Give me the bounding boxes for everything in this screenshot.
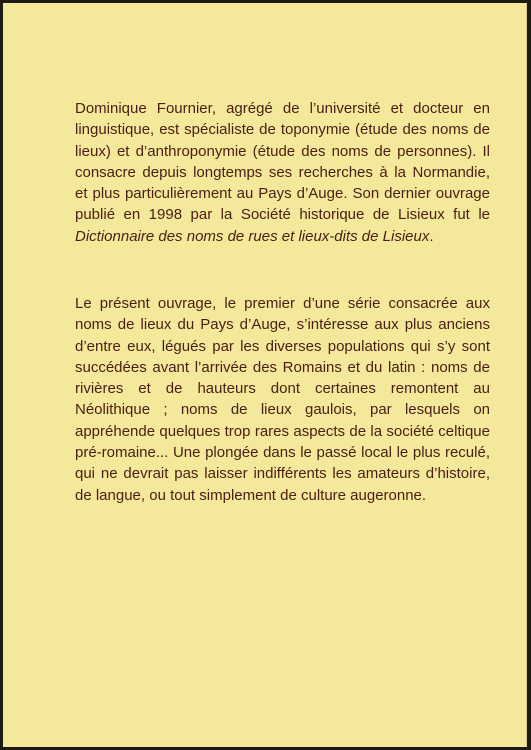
previous-book-title: Dictionnaire des noms de rues et lieux-dits de Lisieux [75, 227, 430, 245]
author-bio-paragraph [75, 98, 490, 247]
author-bio-text-end: . [429, 227, 434, 245]
back-cover-page [3, 3, 527, 747]
author-bio-text: Dominique Fournier, agrégé de l’université et docteur en linguistique, est spécialiste de toponymie (étude des noms de lieux) et d’anthroponymie (étude des noms de personnes). Il consacre depuis longtemps ses recherches à la Normandie, et plus particulièrement au Pays d’Auge. Son dernier ouvrage publié en 1998 par la Société historique de Lisieux fut le [75, 100, 490, 224]
book-description-paragraph: Le présent ouvrage, le premier d’une série consacrée aux noms de lieux du Pays d’Auge, s’intéresse aux plus anciens d’entre eux, légués par les diverses populations qui s’y sont succédées avant l’arrivée des Romains et du latin : noms de rivières et de hauteurs dont certaines remontent au Néolithique ; noms de lieux gaulois, par lesquels on appréhende quelques trop rares aspects de la société celtique pré-romaine... Une plongée dans le passé local le plus reculé, qui ne devrait pas laisser indifférents les amateurs d’histoire, de langue, ou tout simplement de culture augeronne. [75, 295, 490, 504]
